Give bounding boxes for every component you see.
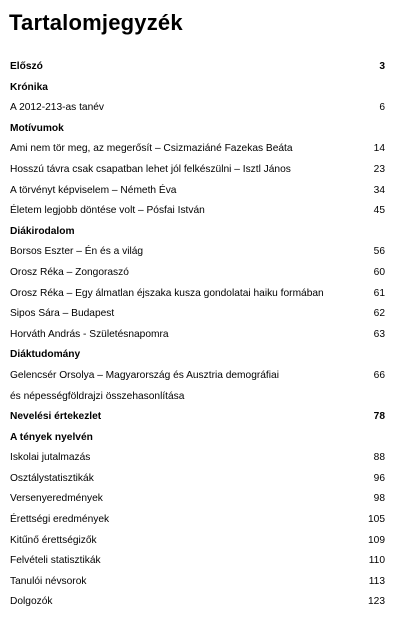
toc-entry-title: Gelencsér Orsolya – Magyarország és Ausztria demográfiai [10,369,279,381]
toc-entry [10,263,385,284]
toc-entry [10,510,385,531]
toc-section-heading [10,428,385,449]
toc-entry-title: A törvényt képviselem – Németh Éva [10,184,177,196]
toc-page-number: 62 [373,308,385,320]
toc-page-number: 105 [368,514,385,526]
toc-page-number: 123 [368,596,385,608]
toc-page-number: 56 [373,246,385,258]
toc-section-heading [10,345,385,366]
toc-page-number: 45 [373,205,385,217]
toc-page-number: 78 [373,411,385,423]
toc-entry [10,366,385,387]
toc-page-number: 63 [373,328,385,340]
toc-entry-title: Tanulói névsorok [10,575,87,587]
toc-page-number: 98 [373,493,385,505]
toc-entry-title: Borsos Eszter – Én és a világ [10,246,144,258]
toc-entry-title: Orosz Réka – Zongoraszó [10,266,129,278]
toc-entry-title: Sipos Sára – Budapest [10,308,115,320]
toc-entry-title: Életem legjobb döntése volt – Pósfai István [10,205,205,217]
toc-entry [10,160,385,181]
table-of-contents [10,57,385,613]
toc-entry-title: Hosszú távra csak csapatban lehet jól felkészülni – Isztl János [10,163,291,175]
toc-entry [10,387,385,408]
toc-entry-title: Versenyeredmények [10,493,103,505]
toc-entry [10,242,385,263]
toc-entry-title: Dolgozók [10,596,53,608]
toc-entry [10,325,385,346]
toc-entry [10,489,385,510]
toc-entry-title: Krónika [10,81,48,93]
toc-entry [10,592,385,613]
toc-entry-title: A tények nyelvén [10,431,93,443]
toc-entry [10,572,385,593]
toc-entry-title: Orosz Réka – Egy álmatlan éjszaka kusza gondolatai haiku formában [10,287,324,299]
toc-entry-title: Érettségi eredmények [10,514,110,526]
toc-page-number: 23 [373,163,385,175]
toc-page-number: 34 [373,184,385,196]
toc-entry-title: Nevelési értekezlet [10,411,102,423]
toc-entry-title: Diákirodalom [10,225,75,237]
toc-page-number: 88 [373,452,385,464]
toc-entry [10,139,385,160]
toc-page-number: 109 [368,534,385,546]
toc-page-number: 60 [373,266,385,278]
toc-entry-title: Felvételi statisztikák [10,555,101,567]
toc-entry-title: A 2012-213-as tanév [10,102,105,114]
toc-page-number: 61 [373,287,385,299]
toc-page-number: 66 [373,369,385,381]
toc-page-number: 113 [368,575,385,587]
toc-section-heading [10,119,385,140]
toc-entry [10,448,385,469]
toc-entry [10,284,385,305]
toc-entry-title: Osztálystatisztikák [10,472,94,484]
toc-section-heading [10,57,385,78]
toc-entry-title: Iskolai jutalmazás [10,452,91,464]
toc-entry [10,531,385,552]
toc-section-heading [10,407,385,428]
toc-page-number: 14 [373,143,385,155]
toc-entry-title: Motívumok [10,122,64,134]
toc-section-heading [10,78,385,99]
toc-page-number: 6 [379,102,385,114]
toc-page-number: 96 [373,472,385,484]
toc-entry [10,181,385,202]
toc-entry-title: Kitűnő érettségizők [10,534,97,546]
toc-entry [10,469,385,490]
toc-entry [10,304,385,325]
toc-entry [10,551,385,572]
toc-entry-title: Diáktudomány [10,349,81,361]
toc-entry [10,98,385,119]
toc-page-number: 3 [379,61,385,72]
toc-entry-title: Ami nem tör meg, az megerősít – Csizmaziáné Fazekas Beáta [10,143,293,155]
toc-entry-title: és népességföldrajzi összehasonlítása [10,390,185,402]
toc-page-number: 110 [368,555,385,567]
page-title: Tartalomjegyzék [9,10,183,35]
toc-section-heading [10,222,385,243]
toc-entry-title: Előszó [10,61,43,72]
toc-entry [10,201,385,222]
toc-entry-title: Horváth András - Születésnapomra [10,328,169,340]
